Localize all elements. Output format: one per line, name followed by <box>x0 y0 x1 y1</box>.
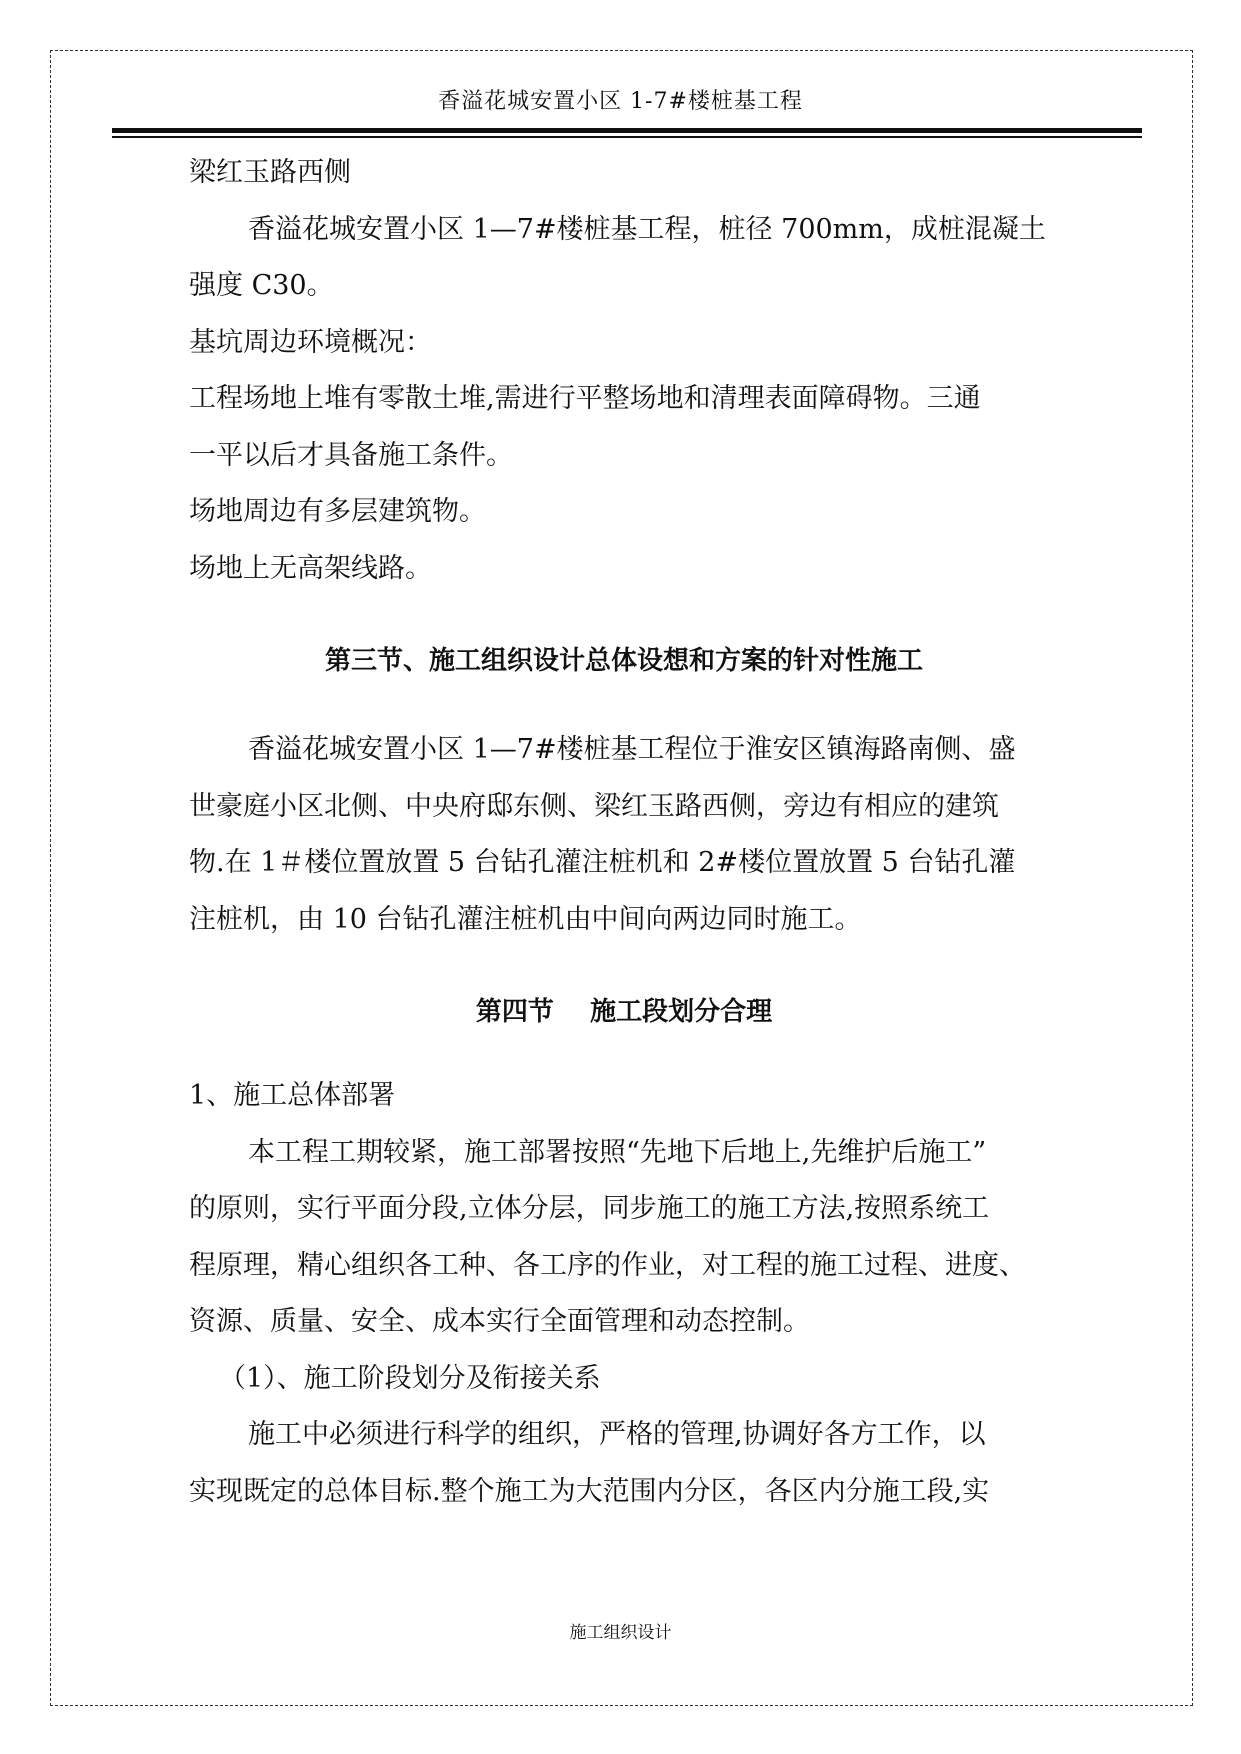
text-line: 资源、质量、安全、成本实行全面管理和动态控制。 <box>189 1306 810 1337</box>
text-line: 本工程工期较紧，施工部署按照“先地下后地上,先维护后施工” <box>248 1136 987 1168</box>
header-rule-thin <box>112 136 1142 138</box>
subheading-phases: （1）、施工阶段划分及衔接关系 <box>219 1362 601 1394</box>
header-rule-thick <box>112 128 1142 133</box>
section-heading-4: 第四节 施工段划分合理 <box>475 997 773 1027</box>
text-line: 实现既定的总体目标.整个施工为大范围内分区，各区内分施工段,实 <box>189 1475 990 1507</box>
text-line: 场地周边有多层建筑物。 <box>189 496 486 527</box>
text-line: 程原理，精心组织各工种、各工序的作业，对工程的施工过程、进度、 <box>189 1249 1026 1281</box>
text-line: 基坑周边环境概况： <box>189 326 432 358</box>
text-line: 的原则，实行平面分段,立体分层，同步施工的施工方法,按照系统工 <box>189 1193 990 1224</box>
text-line: 强度 C30。 <box>189 270 334 301</box>
text-line: 工程场地上堆有零散土堆,需进行平整场地和清理表面障碍物。三通 <box>189 383 981 414</box>
document-body <box>189 145 1059 1520</box>
page-footer: 施工组织设计 <box>569 1623 672 1643</box>
subheading-deployment: 1、施工总体部署 <box>189 1080 396 1111</box>
text-line: 世豪庭小区北侧、中央府邸东侧、梁红玉路西侧，旁边有相应的建筑 <box>189 790 999 822</box>
text-line: 一平以后才具备施工条件。 <box>189 439 513 471</box>
section-heading-3: 第三节、施工组织设计总体设想和方案的针对性施工 <box>324 646 923 676</box>
page-header-title: 香溢花城安置小区 1-7#楼桩基工程 <box>438 89 803 114</box>
text-line: 施工中必须进行科学的组织，严格的管理,协调好各方工作，以 <box>248 1419 986 1450</box>
text-line: 香溢花城安置小区 1—7#楼桩基工程，桩径 700mm，成桩混凝土 <box>248 213 1046 245</box>
text-line: 物.在 1＃楼位置放置 5 台钻孔灌注桩机和 2#楼位置放置 5 台钻孔灌 <box>189 847 1016 878</box>
text-line: 场地上无高架线路。 <box>189 552 432 584</box>
text-line: 梁红玉路西侧 <box>189 157 351 188</box>
text-line: 注桩机，由 10 台钻孔灌注桩机由中间向两边同时施工。 <box>189 903 862 935</box>
text-line: 香溢花城安置小区 1—7#楼桩基工程位于淮安区镇海路南侧、盛 <box>248 734 1016 765</box>
